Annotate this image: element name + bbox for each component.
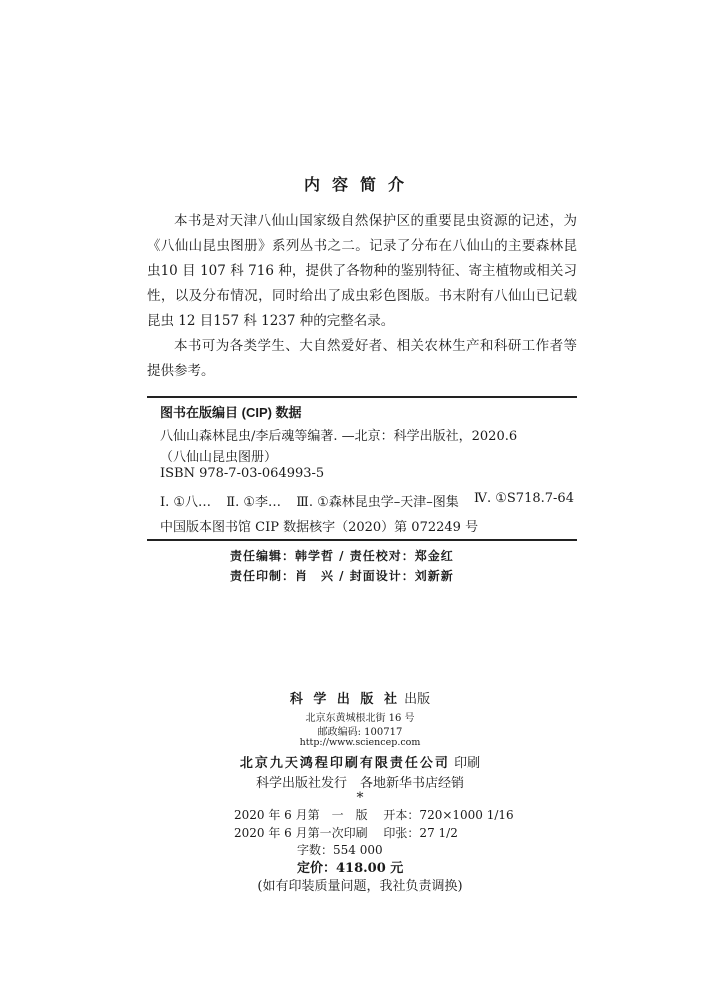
cip-class-item: Ⅳ. ①S718.7-64 <box>474 491 574 506</box>
cip-class-item: Ⅲ. ①森林昆虫学–天津–图集 <box>296 495 459 510</box>
publisher-postcode: 邮政编码: 100717 <box>317 727 403 738</box>
summary-line: 本书是对天津八仙山国家级自然保护区的重要昆虫资源的记述，为 <box>174 213 577 229</box>
distribution-line: 科学出版社发行 各地新华书店经销 <box>255 776 464 791</box>
cip-heading: 图书在版编目 (CIP) 数据 <box>160 405 302 420</box>
word-count: 字数：554 000 <box>297 843 383 857</box>
publisher-name: 科 学 出 版 社 <box>289 692 400 707</box>
quality-notice: (如有印装质量问题，我社负责调换) <box>257 879 463 894</box>
production-credits: 责任印制：肖 兴 / 封面设计：刘新新 <box>230 569 454 583</box>
summary-line: 供参考。 <box>160 363 215 379</box>
summary-paragraph-2 <box>147 334 577 384</box>
cip-top-rule <box>147 396 577 398</box>
summary-paragraph-1 <box>147 209 577 334</box>
printer-line <box>0 752 720 771</box>
cip-class-item: Ⅱ. ①李… <box>226 495 282 510</box>
edition-spec: 2020 年 6 月第 一 版 开本：720×1000 1/16 <box>234 808 514 822</box>
cip-classification <box>160 491 574 510</box>
summary-line: 《八仙山昆虫图册》系列丛书之二。记录了分布在八仙山的主要森林昆虫 <box>147 238 577 279</box>
cip-bottom-rule <box>147 539 577 541</box>
publisher-suffix: 出版 <box>404 692 431 707</box>
printer-suffix: 印刷 <box>454 756 481 771</box>
separator-asterisk: * <box>356 790 364 806</box>
publisher-line <box>0 688 720 707</box>
printer-name: 北京九天鸿程印刷有限责任公司 <box>239 756 450 771</box>
publisher-url: http://www.sciencep.com <box>299 737 421 748</box>
printing-spec: 2020 年 6 月第一次印刷 印张：27 1/2 <box>234 826 458 840</box>
summary-title: 内容简介 <box>303 175 416 194</box>
cip-record-number: 中国版本图书馆 CIP 数据核字（2020）第 072249 号 <box>160 520 479 535</box>
summary-line: 及分布情况，同时给出了成虫彩色图版。书末附有八仙山已记载昆虫 12 目 <box>147 288 578 329</box>
price: 定价：418.00 元 <box>297 861 404 876</box>
cip-series-line: （八仙山昆虫图册） <box>160 450 278 465</box>
publisher-address: 北京东黄城根北街 16 号 <box>305 713 415 724</box>
summary-line: 157 科 1237 种的完整名录。 <box>213 313 395 329</box>
cip-title-line: 八仙山森林昆虫/李后魂等编著. —北京：科学出版社，2020.6 <box>160 429 518 444</box>
summary-body <box>147 209 577 384</box>
summary-line: 本书可为各类学生、大自然爱好者、相关农林生产和科研工作者等提 <box>147 338 577 379</box>
editor-credits: 责任编辑：韩学哲 / 责任校对：郑金红 <box>230 549 454 563</box>
cip-class-item: Ⅰ. ①八… <box>160 495 212 510</box>
cip-isbn: ISBN 978-7-03-064993-5 <box>160 466 325 481</box>
summary-line: 10 目 107 科 716 种，提供了各物种的鉴别特征、寄主植物或相关习性，以 <box>147 263 578 304</box>
